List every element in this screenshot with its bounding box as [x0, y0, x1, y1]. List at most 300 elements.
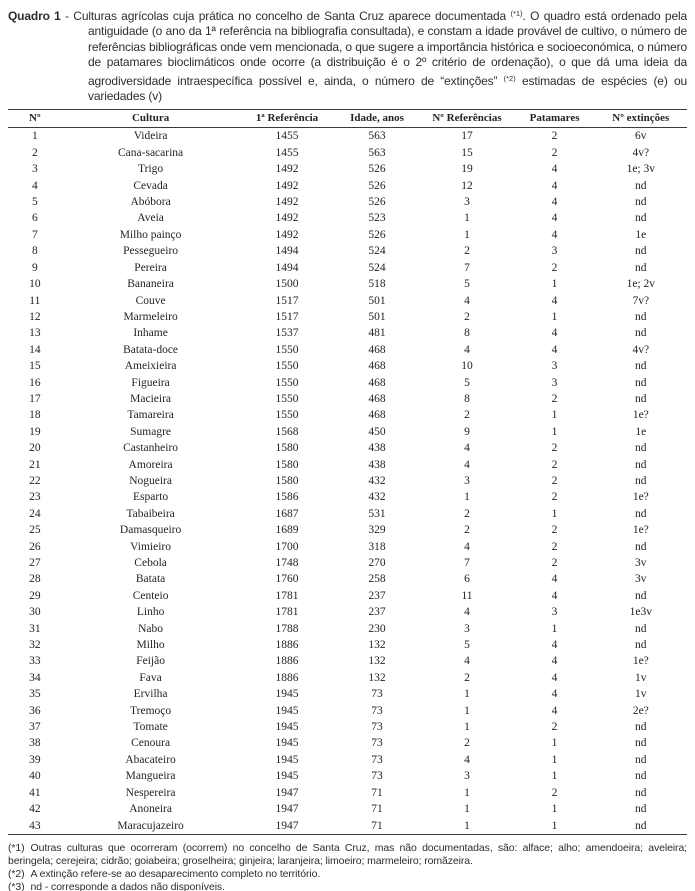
cell-referencias: 1 [464, 228, 470, 241]
cell-idade: 501 [368, 294, 386, 307]
caption-text: . O quadro está ordenado pela antiguidade (o ano da 1ª referência na bibliografia consultada), e constam a idade provável de cultivo, o número de referências bibliográficas onde vem mencionada, o que sugere a importância histórica e socioeconómica, o número de patamares bioclimáticos onde ocorre (a distribuição é o 2º critério de ordenação), o que dá uma ideia da agrodiversidade intraespecífica possível e, ainda, o número de “extinções” [88, 9, 688, 88]
cell-referencias: 4 [464, 442, 470, 455]
table-row [8, 588, 687, 604]
cell-referencias: 1 [464, 212, 470, 225]
cell-patamares: 1 [551, 737, 558, 750]
cell-referencias: 2 [464, 524, 470, 537]
cell-patamares: 4 [551, 655, 558, 668]
cell-referencias: 3 [464, 196, 470, 209]
footnote-1-marker: (*1) [8, 841, 25, 854]
cell-referencias: 1 [464, 819, 470, 832]
cell-idade: 71 [371, 786, 383, 799]
cell-referencia: 1500 [275, 278, 299, 291]
table-row [8, 735, 687, 751]
cell-idade: 563 [368, 146, 386, 159]
cell-extincoes: 1v [635, 688, 647, 701]
table-row [8, 768, 687, 784]
cell-referencias: 8 [464, 392, 470, 405]
cell-referencia: 1781 [275, 606, 299, 619]
footnote-3 [8, 881, 687, 891]
cell-patamares: 2 [551, 524, 558, 537]
cell-numero: 15 [29, 360, 41, 373]
cell-referencias: 2 [464, 507, 470, 520]
cell-cultura: Pessegueiro [123, 245, 179, 258]
table-header [8, 110, 687, 128]
cell-idade: 481 [368, 327, 386, 340]
cell-idade: 71 [371, 819, 383, 832]
cell-idade: 468 [368, 343, 386, 356]
cell-patamares: 3 [551, 606, 558, 619]
cell-numero: 26 [29, 540, 41, 553]
cell-referencias: 4 [464, 343, 470, 356]
cell-referencia: 1748 [275, 557, 299, 569]
cell-referencia: 1788 [275, 622, 299, 635]
cell-numero: 23 [29, 491, 41, 504]
cell-cultura: Linho [136, 606, 165, 619]
cell-extincoes: 4v? [632, 343, 650, 356]
cell-referencia: 1947 [275, 803, 299, 816]
cell-cultura: Tamareira [127, 409, 174, 422]
cell-cultura: Mangueira [125, 770, 176, 783]
table-row [8, 785, 687, 801]
cell-referencias: 4 [464, 294, 470, 307]
table-row [8, 128, 687, 145]
cell-numero: 9 [31, 261, 38, 274]
cell-patamares: 4 [551, 163, 558, 176]
cell-patamares: 2 [551, 392, 558, 405]
cell-numero: 21 [29, 458, 41, 471]
cell-numero: 40 [29, 770, 41, 783]
cell-extincoes: nd [635, 507, 647, 520]
cell-numero: 43 [29, 819, 41, 832]
cell-patamares: 1 [551, 278, 558, 291]
cell-referencia: 1945 [275, 737, 299, 750]
table-row [8, 506, 687, 522]
cell-numero: 35 [29, 688, 41, 701]
cell-cultura: Videira [133, 130, 168, 143]
cell-numero: 16 [29, 376, 41, 389]
cell-patamares: 2 [551, 146, 558, 159]
cell-extincoes: nd [635, 261, 647, 274]
cell-idade: 526 [368, 163, 386, 176]
cell-cultura: Cana-sacarina [118, 146, 184, 159]
cell-referencia: 1517 [275, 310, 299, 323]
cell-patamares: 2 [551, 474, 558, 487]
cell-cultura: Feijão [136, 655, 165, 668]
column-header-referencias: Nº Referências [419, 110, 514, 128]
cell-idade: 73 [371, 753, 383, 766]
cell-cultura: Nogueira [129, 474, 172, 487]
table-row [8, 752, 687, 768]
cell-referencia: 1700 [275, 540, 299, 553]
cell-referencia: 1517 [275, 294, 299, 307]
cell-referencia: 1550 [275, 376, 299, 389]
table-row [8, 309, 687, 325]
cell-referencia: 1537 [275, 327, 299, 340]
cell-idade: 230 [368, 622, 386, 635]
cell-patamares: 1 [551, 507, 558, 520]
cell-referencia: 1550 [275, 392, 299, 405]
cell-idade: 132 [368, 655, 386, 668]
cell-referencia: 1580 [275, 442, 299, 455]
cell-cultura: Anoneira [129, 803, 172, 816]
cell-referencia: 1586 [275, 491, 299, 504]
cell-referencias: 4 [464, 606, 470, 619]
cell-cultura: Ameixieira [124, 360, 177, 373]
cell-extincoes: nd [635, 392, 647, 405]
table-row [8, 260, 687, 276]
table-row [8, 473, 687, 489]
column-header-referencia: 1ª Referência [240, 110, 335, 128]
cell-idade: 73 [371, 688, 383, 701]
cell-cultura: Aveia [137, 212, 164, 225]
cell-referencias: 19 [461, 163, 473, 176]
cell-patamares: 4 [551, 179, 558, 192]
table-row [8, 801, 687, 817]
cell-idade: 526 [368, 228, 386, 241]
cell-cultura: Vimieiro [130, 540, 171, 553]
cell-numero: 11 [29, 294, 41, 307]
cell-numero: 34 [29, 671, 41, 684]
cell-cultura: Batata-doce [123, 343, 179, 356]
caption-text: estimadas de espécies (e) ou variedades (v) [88, 73, 687, 104]
cell-extincoes: nd [635, 753, 647, 766]
table-body [8, 128, 687, 834]
cell-idade: 71 [371, 803, 383, 816]
cell-referencia: 1947 [275, 786, 299, 799]
table-row [8, 621, 687, 637]
table-row [8, 719, 687, 735]
cell-idade: 237 [368, 589, 386, 602]
table-row [8, 391, 687, 407]
cell-referencias: 5 [464, 376, 470, 389]
cell-patamares: 4 [551, 573, 558, 586]
cell-patamares: 4 [551, 704, 558, 717]
cell-numero: 13 [29, 327, 41, 340]
cell-patamares: 4 [551, 639, 558, 652]
cell-patamares: 1 [551, 622, 558, 635]
cell-numero: 36 [29, 704, 41, 717]
cell-patamares: 4 [551, 212, 558, 225]
cell-idade: 524 [368, 245, 386, 258]
cell-cultura: Ervilha [133, 688, 168, 701]
cell-numero: 1 [31, 130, 38, 143]
cell-referencia: 1492 [275, 179, 299, 192]
cell-cultura: Cenoura [131, 737, 171, 750]
cell-numero: 14 [29, 343, 41, 356]
cell-extincoes: 1e? [632, 524, 649, 537]
cell-idade: 526 [368, 196, 386, 209]
cell-referencias: 2 [464, 671, 470, 684]
cell-patamares: 2 [551, 491, 558, 504]
table-row [8, 227, 687, 243]
cell-cultura: Tabaibeira [126, 507, 175, 520]
cell-referencias: 2 [464, 737, 470, 750]
cell-extincoes: 1e? [632, 655, 649, 668]
cell-numero: 33 [29, 655, 41, 668]
cell-referencias: 2 [464, 310, 470, 323]
cell-extincoes: 3v [635, 557, 647, 569]
cell-numero: 6 [31, 212, 38, 225]
cell-cultura: Couve [135, 294, 166, 307]
cell-referencias: 3 [464, 474, 470, 487]
table-row [8, 178, 687, 194]
cell-extincoes: nd [635, 442, 647, 455]
column-header-numero: Nº [8, 110, 62, 128]
table-row [8, 243, 687, 259]
cell-referencia: 1945 [275, 688, 299, 701]
cell-numero: 29 [29, 589, 41, 602]
cell-cultura: Castanheiro [123, 442, 179, 455]
cell-extincoes: 1e? [632, 491, 649, 504]
cell-referencias: 12 [461, 179, 473, 192]
cell-extincoes: 1e3v [629, 606, 652, 619]
cell-patamares: 2 [551, 721, 558, 734]
cell-cultura: Damasqueiro [119, 524, 182, 537]
cell-referencias: 2 [464, 245, 470, 258]
cell-idade: 468 [368, 409, 386, 422]
cell-extincoes: nd [635, 360, 647, 373]
cell-numero: 31 [29, 622, 41, 635]
cell-referencias: 8 [464, 327, 470, 340]
cell-referencias: 2 [464, 409, 470, 422]
cell-idade: 132 [368, 639, 386, 652]
cell-idade: 531 [368, 507, 386, 520]
table-row [8, 818, 687, 835]
cell-patamares: 4 [551, 294, 558, 307]
cell-extincoes: nd [635, 622, 647, 635]
cell-referencia: 1945 [275, 721, 299, 734]
cell-cultura: Nabo [138, 622, 164, 635]
cell-extincoes: nd [635, 737, 647, 750]
cell-referencia: 1494 [275, 261, 299, 274]
table-row [8, 325, 687, 341]
cell-referencia: 1492 [275, 163, 299, 176]
cell-extincoes: 1v [635, 671, 647, 684]
cell-referencia: 1689 [275, 524, 299, 537]
cell-extincoes: nd [635, 327, 647, 340]
cell-idade: 468 [368, 360, 386, 373]
table-row [8, 686, 687, 702]
cell-patamares: 1 [551, 753, 558, 766]
cell-numero: 22 [29, 474, 41, 487]
cell-patamares: 2 [551, 261, 558, 274]
cell-numero: 7 [31, 228, 38, 241]
cell-idade: 73 [371, 704, 383, 717]
header-row [8, 110, 687, 128]
cell-extincoes: 1e; 2v [626, 278, 656, 291]
cell-numero: 38 [29, 737, 41, 750]
cell-numero: 25 [29, 524, 41, 537]
cell-referencias: 3 [464, 622, 470, 635]
footnote-1 [8, 842, 687, 868]
cell-numero: 10 [29, 278, 41, 291]
table-row [8, 522, 687, 538]
cell-referencia: 1455 [275, 146, 299, 159]
cell-numero: 42 [29, 803, 41, 816]
table-row [8, 653, 687, 669]
table-row [8, 161, 687, 177]
table-row [8, 440, 687, 456]
cell-idade: 524 [368, 261, 386, 274]
cell-numero: 39 [29, 753, 41, 766]
cell-patamares: 4 [551, 196, 558, 209]
cell-idade: 132 [368, 671, 386, 684]
cell-extincoes: 1e? [632, 409, 649, 422]
cell-idade: 432 [368, 474, 386, 487]
footnote-2-marker: (*2) [8, 867, 25, 880]
cell-referencia: 1781 [275, 589, 299, 602]
cell-cultura: Figueira [131, 376, 170, 389]
cell-referencias: 7 [464, 557, 470, 569]
cell-idade: 318 [368, 540, 386, 553]
cell-extincoes: nd [635, 770, 647, 783]
cell-idade: 438 [368, 442, 386, 455]
table-row [8, 375, 687, 391]
cell-extincoes: nd [635, 196, 647, 209]
cell-referencia: 1492 [275, 228, 299, 241]
caption-bold: Quadro 1 [8, 9, 61, 23]
cell-cultura: Tomate [133, 721, 168, 734]
table-row [8, 293, 687, 309]
cell-referencia: 1886 [275, 639, 299, 652]
table-row [8, 637, 687, 653]
cell-numero: 4 [31, 179, 38, 192]
cell-numero: 12 [29, 310, 41, 323]
table-row [8, 424, 687, 440]
cell-referencias: 9 [464, 425, 470, 438]
cell-numero: 24 [29, 507, 41, 520]
cell-referencia: 1550 [275, 409, 299, 422]
cell-cultura: Milho painço [119, 228, 182, 241]
cell-referencias: 1 [464, 491, 470, 504]
table-row [8, 145, 687, 161]
footnote-2-text: A extinção refere-se ao desaparecimento completo no território. [30, 867, 321, 880]
cell-cultura: Cevada [133, 179, 168, 192]
cell-cultura: Tremoço [130, 704, 172, 717]
cell-extincoes: nd [635, 803, 647, 816]
cell-referencias: 4 [464, 458, 470, 471]
cell-idade: 526 [368, 179, 386, 192]
cell-extincoes: nd [635, 819, 647, 832]
cell-cultura: Nespereira [125, 786, 176, 799]
column-header-patamares: Patamares [515, 110, 595, 128]
table-caption [8, 6, 687, 104]
cell-idade: 73 [371, 770, 383, 783]
cell-idade: 258 [368, 573, 386, 586]
cell-referencia: 1580 [275, 458, 299, 471]
cell-patamares: 1 [551, 803, 558, 816]
cell-cultura: Batata [135, 573, 166, 586]
footnote-2 [8, 868, 687, 881]
cell-idade: 563 [368, 130, 386, 143]
cell-cultura: Sumagre [130, 425, 172, 438]
cell-extincoes: nd [635, 639, 647, 652]
cell-extincoes: nd [635, 458, 647, 471]
cell-extincoes: 2e? [632, 704, 649, 717]
cell-numero: 3 [31, 163, 38, 176]
cell-extincoes: nd [635, 540, 647, 553]
cell-cultura: Milho [136, 639, 165, 652]
cell-patamares: 4 [551, 327, 558, 340]
cell-patamares: 2 [551, 458, 558, 471]
cell-referencias: 4 [464, 655, 470, 668]
caption-text: - Culturas agrícolas cuja prática no concelho de Santa Cruz aparece documentada [60, 9, 511, 23]
cell-extincoes: nd [635, 212, 647, 225]
cell-extincoes: nd [635, 786, 647, 799]
cell-cultura: Marmeleiro [123, 310, 178, 323]
footnote-3-marker: (*3) [8, 880, 25, 891]
cell-referencias: 3 [464, 770, 470, 783]
cell-extincoes: 7v? [632, 294, 650, 307]
cell-referencia: 1494 [275, 245, 299, 258]
cell-cultura: Abóbora [130, 196, 171, 209]
column-header-idade: Idade, anos [335, 110, 420, 128]
cell-patamares: 1 [551, 770, 558, 783]
cell-referencia: 1568 [275, 425, 299, 438]
cell-extincoes: nd [635, 310, 647, 323]
cell-extincoes: 3v [635, 573, 647, 586]
footnote-3-text: nd - corresponde a dados não disponíveis. [30, 880, 225, 891]
cell-extincoes: 1e [635, 425, 647, 438]
cell-referencias: 15 [461, 146, 473, 159]
cell-idade: 329 [368, 524, 386, 537]
cell-numero: 17 [29, 392, 41, 405]
cell-referencia: 1455 [275, 130, 299, 143]
cell-patamares: 3 [551, 245, 558, 258]
cell-numero: 8 [31, 245, 38, 258]
cell-extincoes: 6v [635, 130, 647, 143]
table-row [8, 194, 687, 210]
cell-referencia: 1687 [275, 507, 299, 520]
cell-patamares: 4 [551, 343, 558, 356]
cell-cultura: Trigo [138, 163, 164, 176]
cell-cultura: Centeio [132, 589, 169, 602]
cell-referencia: 1550 [275, 360, 299, 373]
cell-referencias: 11 [461, 589, 473, 602]
table-row [8, 604, 687, 620]
cell-idade: 270 [368, 557, 386, 569]
cell-patamares: 4 [551, 589, 558, 602]
footnote-1-text: Outras culturas que ocorreram (ocorrem) no concelho de Santa Cruz, mas não documentadas, são: alface; alho; amendoeira; aveleira; beringela; cerejeira; cidrão; goiabeira; groselheira; ginjeira; laranjeira; limoeiro; marmeleiro; romãzeira. [8, 841, 687, 867]
cell-idade: 523 [368, 212, 386, 225]
cell-referencia: 1760 [275, 573, 299, 586]
cell-numero: 32 [29, 639, 41, 652]
cell-patamares: 3 [551, 360, 558, 373]
column-header-cultura: Cultura [62, 110, 240, 128]
footnotes [8, 842, 687, 891]
cell-patamares: 1 [551, 310, 558, 323]
table-row [8, 571, 687, 587]
cell-referencias: 10 [461, 360, 473, 373]
cell-cultura: Bananeira [127, 278, 174, 291]
table-row [8, 358, 687, 374]
cell-cultura: Amoreira [128, 458, 173, 471]
cell-numero: 30 [29, 606, 41, 619]
table-row [8, 407, 687, 423]
cell-patamares: 1 [551, 409, 558, 422]
cell-numero: 5 [31, 196, 38, 209]
cell-referencias: 6 [464, 573, 470, 586]
cell-referencias: 1 [464, 721, 470, 734]
cell-patamares: 2 [551, 540, 558, 553]
cell-idade: 237 [368, 606, 386, 619]
cell-cultura: Abacateiro [125, 753, 176, 766]
cell-numero: 2 [31, 146, 38, 159]
cell-extincoes: nd [635, 376, 647, 389]
cell-cultura: Esparto [133, 491, 169, 504]
cell-referencias: 1 [464, 704, 470, 717]
